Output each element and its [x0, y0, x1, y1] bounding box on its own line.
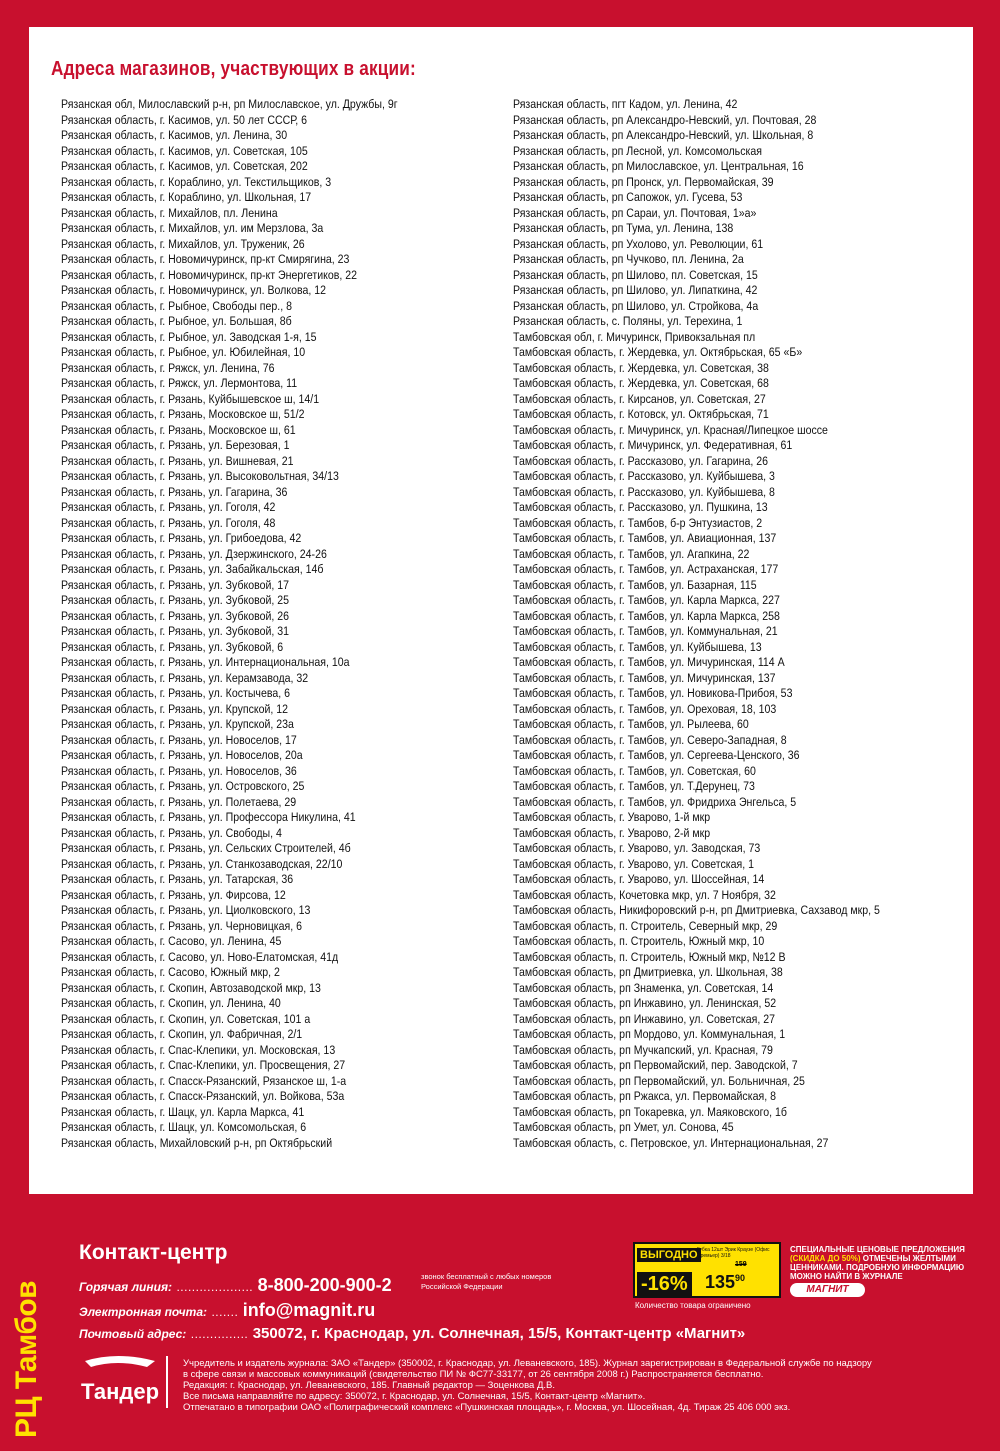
- address-item: Рязанская область, г. Рязань, ул. Черновицкая, 6: [61, 918, 303, 933]
- address-item: Тамбовская область, рп Первомайский, ул. Больничная, 25: [513, 1073, 805, 1088]
- publisher-info: [183, 1358, 973, 1413]
- address-item: Тамбовская область, г. Рассказово, ул. Гагарина, 26: [513, 453, 769, 468]
- address-item: Рязанская область, г. Рязань, ул. Зубковой, 17: [61, 577, 290, 592]
- promo-new-price: 135: [705, 1272, 736, 1292]
- address-item: Тамбовская область, г. Уварово, ул. Заводская, 73: [513, 841, 761, 855]
- address-item: Рязанская область, г. Рыбное, ул. Юбилейная, 10: [61, 345, 306, 359]
- address-item: Тамбовская область, г. Тамбов, ул. Сергеева-Ценского, 36: [513, 748, 800, 762]
- address-item: Тамбовская область, Кочетовка мкр, ул. 7 Ноября, 32: [513, 887, 776, 902]
- address-item: Рязанская область, г. Рязань, ул. Крупской, 12: [61, 701, 289, 716]
- address-item: Рязанская область, г. Рязань, ул. Свободы, 4: [61, 825, 282, 840]
- address-item: Тамбовская обл, г. Мичуринск, Привокзальная пл: [513, 329, 756, 344]
- address-item: Рязанская область, г. Рязань, ул. Фирсова, 12: [61, 887, 286, 902]
- address-item: Рязанская область, г. Рязань, ул. Профессора Никулина, 41: [61, 810, 356, 824]
- address-item: Рязанская область, г. Рязань, ул. Керамзавода, 32: [61, 670, 309, 685]
- address-item: Тамбовская область, г. Тамбов, ул. Астраханская, 177: [513, 562, 779, 576]
- address-item: Тамбовская область, г. Жердевка, ул. Советская, 38: [513, 360, 769, 375]
- address-item: Рязанская область, г. Новомичуринск, пр-кт Энергетиков, 22: [61, 267, 358, 282]
- postal-row: [79, 1325, 745, 1343]
- hotline-label: Горячая линия:: [79, 1280, 172, 1294]
- hotline-row: [79, 1275, 392, 1296]
- address-item: Тамбовская область, г. Тамбов, ул. Мичуринская, 114 А: [513, 655, 785, 669]
- address-item: Рязанская область, г. Рыбное, ул. Заводская 1-я, 15: [61, 329, 317, 344]
- dots: ....................: [176, 1280, 254, 1294]
- divider: [166, 1356, 168, 1408]
- page-heading: Адреса магазинов, участвующих в акции:: [51, 58, 416, 80]
- address-item: Тамбовская область, Никифоровский р-н, рп Дмитриевка, Сахзавод мкр, 5: [513, 903, 880, 917]
- address-item: Рязанская обл, Милославский р-н, рп Милославское, ул. Дружбы, 9г: [61, 97, 398, 111]
- address-item: Рязанская область, рп Ухолово, ул. Революции, 61: [513, 236, 764, 251]
- address-item: Рязанская область, рп Пронск, ул. Первомайская, 39: [513, 174, 774, 189]
- address-item: Тамбовская область, г. Тамбов, ул. Советская, 60: [513, 763, 756, 778]
- postal-address: 350072, г. Краснодар, ул. Солнечная, 15/5, Контакт-центр «Магнит»: [252, 1325, 746, 1342]
- address-item: Тамбовская область, г. Мичуринск, ул. Красная/Липецкое шоссе: [513, 422, 828, 437]
- address-item: Рязанская область, рп Чучково, пл. Ленина, 2а: [513, 252, 744, 266]
- address-item: Тамбовская область, рп Мучкапский, ул. Красная, 79: [513, 1042, 773, 1057]
- address-item: Рязанская область, г. Рязань, ул. Гоголя, 48: [61, 515, 276, 530]
- address-list-left: [61, 97, 452, 1151]
- address-item: Тамбовская область, рп Инжавино, ул. Ленинская, 52: [513, 996, 777, 1010]
- address-item: Рязанская область, г. Спасск-Рязанский, ул. Войкова, 53а: [61, 1089, 345, 1103]
- address-item: Рязанская область, г. Рязань, ул. Березовая, 1: [61, 438, 290, 452]
- address-item: Тамбовская область, п. Строитель, Южный мкр, №12 В: [513, 949, 786, 964]
- address-item: Тамбовская область, п. Строитель, Южный мкр, 10: [513, 934, 765, 948]
- address-item: Рязанская область, г. Рязань, ул. Грибоедова, 42: [61, 531, 302, 545]
- address-item: Рязанская область, рп Лесной, ул. Комсомольская: [513, 143, 762, 158]
- address-item: Тамбовская область, рп Умет, ул. Сонова, 45: [513, 1120, 734, 1134]
- address-item: Рязанская область, г. Сасово, ул. Ново-Елатомская, 41д: [61, 949, 339, 964]
- address-item: Рязанская область, г. Рязань, ул. Татарская, 36: [61, 872, 294, 886]
- address-item: Рязанская область, г. Рязань, ул. Зубковой, 31: [61, 624, 290, 638]
- promo-old-price: 159: [735, 1261, 747, 1268]
- address-item: Рязанская область, г. Касимов, ул. Советская, 202: [61, 159, 308, 173]
- special-offer-title: СПЕЦИАЛЬНЫЕ ЦЕНОВЫЕ ПРЕДЛОЖЕНИЯ: [790, 1245, 965, 1254]
- special-offer-text: ОТМЕЧЕНЫ ЖЕЛТЫМИ ЦЕННИКАМИ. ПОДРОБНУЮ ИНФОРМАЦИЮ МОЖНО НАЙТИ В ЖУРНАЛЕ: [790, 1254, 965, 1281]
- magnit-logo: МАГНИТ: [790, 1283, 865, 1297]
- address-item: Тамбовская область, г. Тамбов, ул. Ореховая, 18, 103: [513, 701, 777, 716]
- special-offers-note: [790, 1245, 965, 1281]
- address-item: Тамбовская область, г. Тамбов, ул. Карла Маркса, 258: [513, 608, 780, 623]
- address-item: Рязанская область, г. Ряжск, ул. Ленина, 76: [61, 360, 275, 375]
- email-label: Электронная почта:: [79, 1305, 207, 1319]
- address-item: Рязанская область, г. Скопин, ул. Фабричная, 2/1: [61, 1027, 303, 1041]
- special-offer-discount: (СКИДКА ДО 50%): [790, 1254, 861, 1263]
- address-item: Тамбовская область, г. Тамбов, ул. Базарная, 115: [513, 577, 757, 592]
- address-item: Рязанская область, г. Рязань, Московское ш, 61: [61, 422, 296, 437]
- dots: .......: [211, 1305, 239, 1319]
- address-item: Рязанская область, рп Сараи, ул. Почтовая, 1»а»: [513, 205, 757, 220]
- address-item: Рязанская область, г. Кораблино, ул. Текстильщиков, 3: [61, 174, 332, 189]
- address-item: Тамбовская область, г. Тамбов, б-р Энтузиастов, 2: [513, 515, 763, 530]
- address-item: Тамбовская область, г. Котовск, ул. Октябрьская, 71: [513, 407, 769, 421]
- address-item: Рязанская область, г. Рязань, ул. Дзержинского, 24-26: [61, 546, 327, 561]
- address-item: Рязанская область, г. Рязань, ул. Интернациональная, 10а: [61, 655, 350, 669]
- address-item: Тамбовская область, г. Мичуринск, ул. Федеративная, 61: [513, 438, 793, 452]
- promo-card-text: Губка 12шт Эрик Краузе (Офис Премьер) 3/18: [697, 1247, 770, 1259]
- address-item: Рязанская область, г. Рязань, ул. Новоселов, 36: [61, 763, 297, 778]
- address-item: Рязанская область, г. Михайлов, пл. Ленина: [61, 205, 278, 220]
- address-item: Рязанская область, г. Касимов, ул. Советская, 105: [61, 143, 308, 158]
- address-item: Рязанская область, г. Кораблино, ул. Школьная, 17: [61, 190, 312, 204]
- address-item: Рязанская область, г. Рязань, ул. Вишневая, 21: [61, 453, 294, 468]
- contact-center-title: Контакт-центр: [79, 1241, 228, 1264]
- address-item: Рязанская область, г. Спас-Клепики, ул. Просвещения, 27: [61, 1058, 346, 1072]
- address-item: Тамбовская область, рп Мордово, ул. Коммунальная, 1: [513, 1027, 786, 1041]
- address-item: Тамбовская область, г. Жердевка, ул. Октябрьская, 65 «Б»: [513, 345, 803, 359]
- address-item: Рязанская область, г. Новомичуринск, пр-кт Смирягина, 23: [61, 252, 350, 266]
- address-item: Рязанская область, г. Шацк, ул. Карла Маркса, 41: [61, 1104, 305, 1119]
- address-item: Рязанская область, г. Рязань, ул. Забайкальская, 14б: [61, 562, 324, 576]
- address-item: Рязанская область, г. Спас-Клепики, ул. Московская, 13: [61, 1042, 336, 1057]
- publisher-line: Учредитель и издатель журнала: ЗАО «Тандер» (350002, г. Краснодар, ул. Леваневского, 185). Журнал зарегистрирован в Федеральной службе по надзору: [183, 1358, 872, 1369]
- price-tag-example: [633, 1242, 781, 1298]
- address-item: Рязанская область, г. Рязань, ул. Гагарина, 36: [61, 484, 288, 499]
- address-item: Рязанская область, г. Рязань, ул. Новоселов, 20а: [61, 748, 303, 762]
- address-item: Тамбовская область, г. Тамбов, ул. Агапкина, 22: [513, 546, 750, 561]
- address-item: Рязанская область, г. Касимов, ул. 50 лет СССР, 6: [61, 112, 308, 127]
- address-item: Тамбовская область, г. Рассказово, ул. Пушкина, 13: [513, 500, 768, 514]
- address-item: Рязанская область, г. Скопин, Автозаводской мкр, 13: [61, 980, 321, 995]
- address-item: Рязанская область, г. Рязань, ул. Костычева, 6: [61, 686, 290, 700]
- email-link[interactable]: info@magnit.ru: [242, 1300, 376, 1320]
- address-item: Рязанская область, рп Тума, ул. Ленина, 138: [513, 221, 734, 235]
- address-item: Тамбовская область, г. Тамбов, ул. Карла Маркса, 227: [513, 593, 780, 607]
- address-item: Рязанская область, г. Рязань, ул. Новоселов, 17: [61, 732, 297, 747]
- address-item: Рязанская область, г. Рязань, ул. Полетаева, 29: [61, 794, 297, 809]
- hotline-phone[interactable]: 8-800-200-900-2: [257, 1275, 392, 1295]
- address-item: Тамбовская область, рп Первомайский, пер. Заводской, 7: [513, 1058, 798, 1072]
- address-item: Рязанская область, г. Рязань, ул. Зубковой, 6: [61, 639, 284, 654]
- address-item: Рязанская область, рп Александро-Невский, ул. Школьная, 8: [513, 128, 814, 142]
- address-item: Тамбовская область, рп Инжавино, ул. Советская, 27: [513, 1011, 776, 1026]
- address-item: Рязанская область, г. Шацк, ул. Комсомольская, 6: [61, 1120, 307, 1134]
- address-item: Тамбовская область, г. Тамбов, ул. Куйбышева, 13: [513, 639, 762, 654]
- address-item: Рязанская область, г. Рязань, ул. Циолковского, 13: [61, 903, 311, 917]
- address-list-right: [513, 97, 940, 1151]
- address-item: Тамбовская область, г. Тамбов, ул. Коммунальная, 21: [513, 624, 778, 638]
- address-item: Тамбовская область, г. Уварово, 1-й мкр: [513, 810, 711, 824]
- address-item: Рязанская область, г. Рязань, ул. Высоковольтная, 34/13: [61, 469, 339, 483]
- address-item: Рязанская область, г. Рязань, ул. Зубковой, 26: [61, 608, 290, 623]
- address-item: Рязанская область, пгт Кадом, ул. Ленина, 42: [513, 97, 738, 111]
- address-item: Рязанская область, г. Спасск-Рязанский, Рязанское ш, 1-а: [61, 1073, 347, 1088]
- address-item: Тамбовская область, г. Тамбов, ул. Новикова-Прибоя, 53: [513, 686, 793, 700]
- address-item: Рязанская область, г. Рязань, ул. Островского, 25: [61, 779, 305, 793]
- address-item: Рязанская область, рп Шилово, ул. Липаткина, 42: [513, 283, 758, 297]
- address-item: Рязанская область, г. Рязань, ул. Сельских Строителей, 4б: [61, 841, 351, 855]
- address-item: Рязанская область, г. Рязань, ул. Станкозаводская, 22/10: [61, 856, 343, 871]
- address-item: Тамбовская область, рп Знаменка, ул. Советская, 14: [513, 980, 774, 995]
- address-item: Рязанская область, г. Скопин, ул. Советская, 101 а: [61, 1011, 311, 1026]
- address-item: Рязанская область, г. Рыбное, Свободы пер., 8: [61, 298, 292, 313]
- address-item: Рязанская область, рп Милославское, ул. Центральная, 16: [513, 159, 804, 173]
- address-item: Рязанская область, г. Рыбное, ул. Большая, 8б: [61, 314, 292, 328]
- address-item: Тамбовская область, рп Ржакса, ул. Первомайская, 8: [513, 1089, 776, 1103]
- region-label: РЦ Тамбов: [10, 1280, 43, 1438]
- address-item: Рязанская область, г. Рязань, ул. Крупской, 23а: [61, 717, 294, 731]
- tander-logo-arc: [85, 1356, 155, 1367]
- publisher-line: Редакция: г. Краснодар, ул. Леваневского, 185. Главный редактор — Зоценкова Д.В.: [183, 1380, 555, 1391]
- address-item: Рязанская область, г. Ряжск, ул. Лермонтова, 11: [61, 376, 298, 390]
- address-item: Рязанская область, г. Рязань, ул. Зубковой, 25: [61, 593, 290, 607]
- address-item: Рязанская область, г. Скопин, ул. Ленина, 40: [61, 996, 281, 1010]
- address-item: Тамбовская область, г. Уварово, 2-й мкр: [513, 825, 711, 840]
- address-item: Рязанская область, рп Александро-Невский, ул. Почтовая, 28: [513, 112, 817, 127]
- tander-logo: [77, 1353, 162, 1408]
- postal-label: Почтовый адрес:: [79, 1327, 187, 1341]
- address-item: Тамбовская область, г. Рассказово, ул. Куйбышева, 3: [513, 469, 775, 483]
- promo-percent: -16%: [637, 1272, 692, 1296]
- publisher-line: в сфере связи и массовых коммуникаций (свидетельство ПИ № ФС77-33177, от 26 сентября 2008 г.) Распространяется бесплатно.: [183, 1369, 764, 1380]
- address-item: Тамбовская область, рп Токаревка, ул. Маяковского, 1б: [513, 1104, 787, 1119]
- address-item: Тамбовская область, с. Петровское, ул. Интернациональная, 27: [513, 1135, 829, 1150]
- address-item: Рязанская область, г. Касимов, ул. Ленина, 30: [61, 128, 288, 142]
- address-item: Тамбовская область, г. Тамбов, ул. Мичуринская, 137: [513, 670, 776, 685]
- address-item: Рязанская область, г. Михайлов, ул. Труженик, 26: [61, 236, 305, 251]
- promo-limit-note: Количество товара ограничено: [635, 1301, 751, 1310]
- address-item: Рязанская область, г. Новомичуринск, ул. Волкова, 12: [61, 283, 326, 297]
- address-item: Тамбовская область, г. Тамбов, ул. Рылеева, 60: [513, 717, 749, 731]
- address-item: Рязанская область, г. Сасово, ул. Ленина, 45: [61, 934, 282, 948]
- address-item: Рязанская область, рп Шилово, ул. Стройкова, 4а: [513, 298, 759, 313]
- address-item: Рязанская область, с. Поляны, ул. Терехина, 1: [513, 314, 743, 328]
- address-item: Тамбовская область, г. Кирсанов, ул. Советская, 27: [513, 391, 766, 406]
- promo-price: [705, 1272, 745, 1293]
- publisher-line: Отпечатано в типографии ОАО «Полиграфический комплекс «Пушкинская площадь», г. Москва, ул. Шосейная, 4д. Тираж 25 406 000 экз.: [183, 1402, 791, 1413]
- tander-logo-text: Тандер: [81, 1379, 160, 1404]
- address-item: Рязанская область, г. Сасово, Южный мкр, 2: [61, 965, 280, 979]
- promo-top-label: ВЫГОДНО: [637, 1248, 701, 1262]
- free-call-note: звонок бесплатный с любых номеров Российской Федерации: [421, 1272, 552, 1291]
- address-item: Рязанская область, г. Рязань, Куйбышевское ш, 14/1: [61, 391, 320, 406]
- address-item: Рязанская область, рп Сапожок, ул. Гусева, 53: [513, 190, 743, 204]
- address-item: Тамбовская область, г. Жердевка, ул. Советская, 68: [513, 376, 769, 390]
- address-item: Тамбовская область, г. Уварово, ул. Советская, 1: [513, 856, 755, 871]
- address-item: Тамбовская область, г. Тамбов, ул. Авиационная, 137: [513, 531, 777, 545]
- address-item: Рязанская область, Михайловский р-н, рп Октябрьский: [61, 1135, 333, 1150]
- address-item: Тамбовская область, г. Рассказово, ул. Куйбышева, 8: [513, 484, 775, 499]
- promo-new-kop: 90: [735, 1273, 746, 1283]
- publisher-line: Все письма направляйте по адресу: 350072, г. Краснодар, ул. Солнечная, 15/5, Контакт-центр «Магнит».: [183, 1391, 646, 1402]
- address-item: Тамбовская область, г. Тамбов, ул. Северо-Западная, 8: [513, 732, 787, 747]
- address-item: Рязанская область, г. Рязань, Московское ш, 51/2: [61, 407, 305, 421]
- address-item: Тамбовская область, рп Дмитриевка, ул. Школьная, 38: [513, 965, 783, 979]
- dots: ...............: [190, 1327, 249, 1341]
- address-item: Тамбовская область, г. Тамбов, ул. Фридриха Энгельса, 5: [513, 794, 797, 809]
- address-item: Тамбовская область, п. Строитель, Северный мкр, 29: [513, 918, 778, 933]
- address-item: Тамбовская область, г. Уварово, ул. Шоссейная, 14: [513, 872, 765, 886]
- address-item: Тамбовская область, г. Тамбов, ул. Т.Дерунец, 73: [513, 779, 755, 793]
- address-item: Рязанская область, рп Шилово, пл. Советская, 15: [513, 267, 758, 282]
- address-item: Рязанская область, г. Рязань, ул. Гоголя, 42: [61, 500, 276, 514]
- address-item: Рязанская область, г. Михайлов, ул. им Мерзлова, 3а: [61, 221, 324, 235]
- email-row: [79, 1300, 375, 1321]
